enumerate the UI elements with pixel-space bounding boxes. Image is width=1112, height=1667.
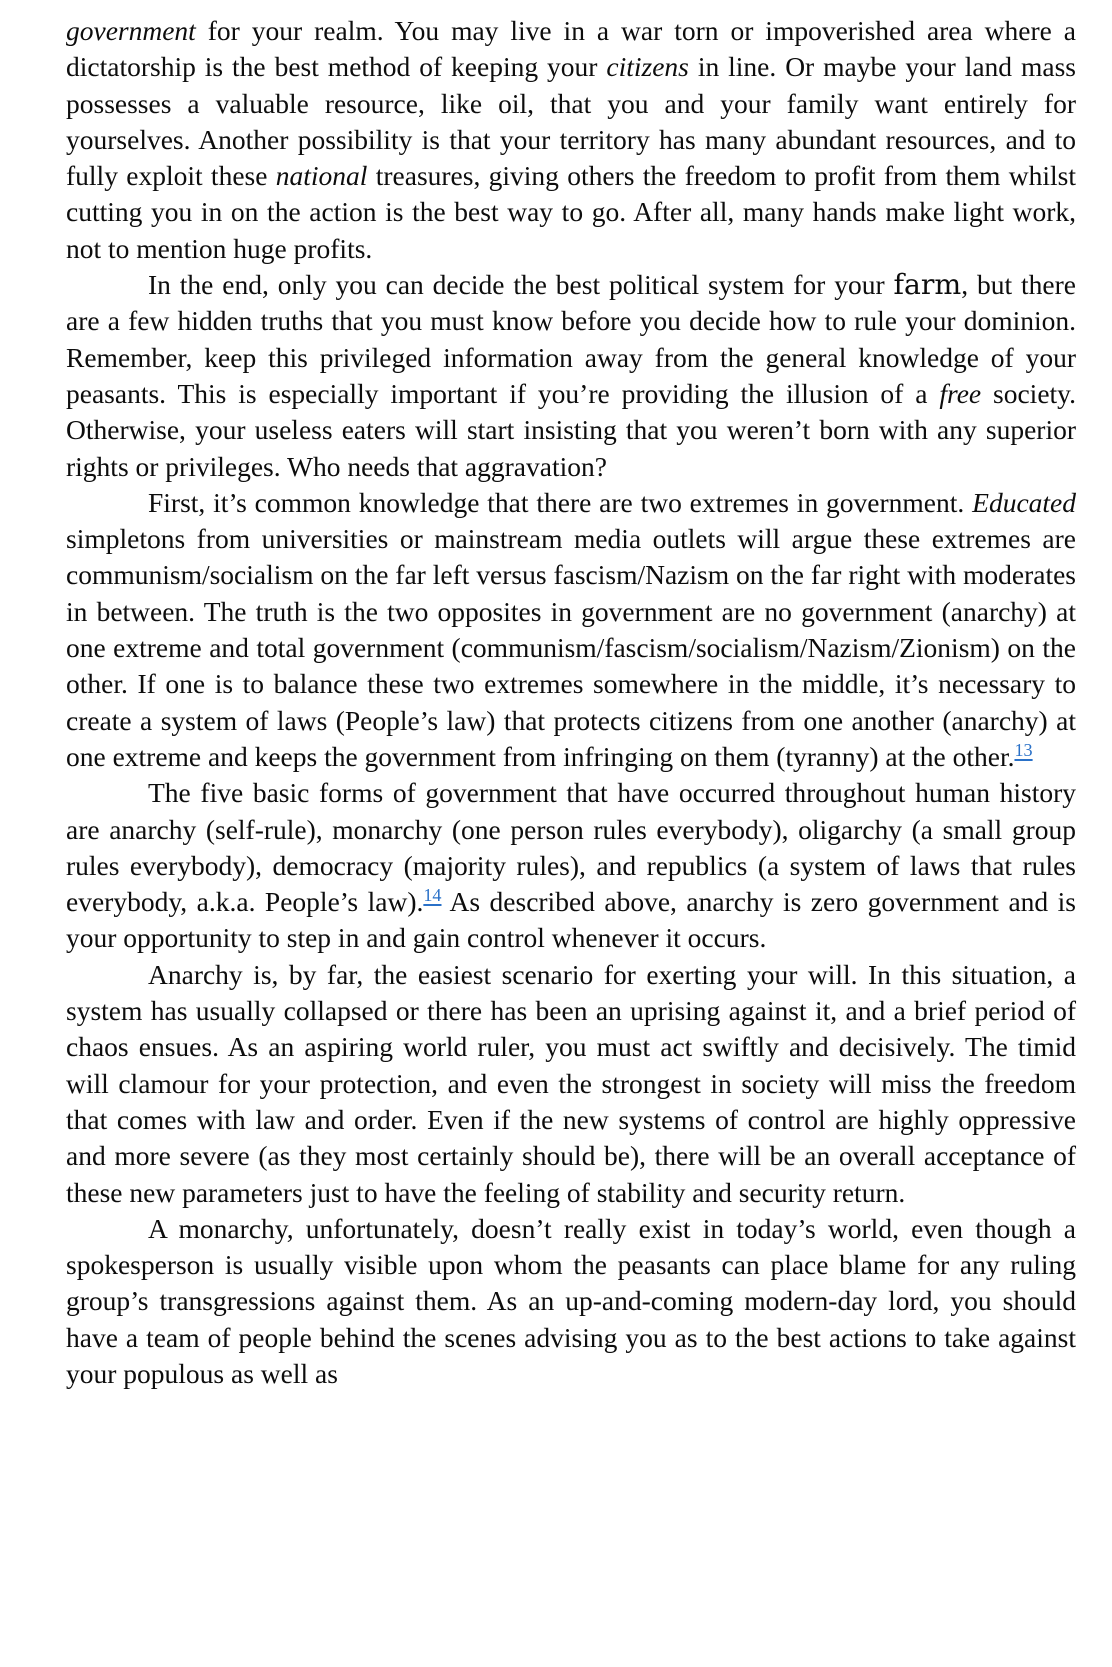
body-text: As described above, anarchy is zero government and is your opportunity to step in and gain control whenever it occurs. (66, 886, 1076, 954)
body-text: simpletons from universities or mainstream media outlets will argue these extremes are communism/socialism on the far left versus fascism/Nazism on the far right with moderates in between. The truth is the two opposites in government are no government (anarchy) at one extreme and total government (communism/fascism/socialism/Nazism/Zionism) on the other. If one is to balance these two extremes somewhere in the middle, it’s necessary to create a system of laws (People’s law) that protects citizens from one another (anarchy) at one extreme and keeps the government from infringing on them (tyranny) at the other. (66, 523, 1076, 772)
body-text: Anarchy is, by far, the easiest scenario for exerting your will. In this situation, a system has usually collapsed or there has been an uprising against it, and a brief period of chaos ensues. As an aspiring world ruler, you must act swiftly and decisively. The timid will clamour for your protection, and even the strongest in society will miss the freedom that comes with law and order. Even if the new systems of control are highly oppressive and more severe (as they most certainly should be), there will be an overall acceptance of these new parameters just to have the feeling of stability and security return. (66, 958, 1076, 1208)
body-text: First, it’s common knowledge that there are two extremes in government. (148, 486, 973, 518)
footnote-link-14[interactable]: 14 (423, 884, 442, 905)
paragraph (66, 1211, 1076, 1392)
footnote-superscript (1014, 740, 1032, 760)
body-text: for your realm. You may live in a war torn or impoverished area where a dictatorship is the best method of keeping your (66, 15, 1076, 83)
paragraph (66, 485, 1076, 775)
footnote-superscript (423, 885, 441, 905)
paragraph (66, 957, 1076, 1211)
body-text: A monarchy, unfortunately, doesn’t really exist in today’s world, even though a spokesperson is usually visible upon whom the peasants can place blame for any ruling group’s transgressions against them. As an up-and-coming modern-day lord, you should have a team of people behind the scenes advising you as to the best actions to take against your populous as well as (66, 1212, 1076, 1389)
paragraph (66, 13, 1076, 267)
italic-text: citizens (606, 51, 689, 83)
body-text: society. Otherwise, your useless eaters will start insisting that you weren’t born with any superior rights or privileges. Who needs that aggravation? (66, 377, 1077, 482)
paragraph (66, 775, 1076, 956)
body-text: , but there are a few hidden truths that you must know before you decide how to rule your dominion. Remember, keep this privileged information away from the general knowledge of your peasants. This is especially important if you’re providing the illusion of a (66, 269, 1076, 409)
body-text: treasures, giving others the freedom to profit from them whilst cutting you in on the action is the best way to go. After all, many hands make light work, not to mention huge profits. (66, 160, 1076, 264)
body-text: In the end, only you can decide the best political system for your (148, 269, 894, 301)
text-column (66, 13, 1076, 1392)
paragraph (66, 267, 1076, 485)
italic-text: national (275, 160, 368, 192)
italic-text: Educated (972, 486, 1076, 518)
italic-text: government (66, 15, 196, 46)
body-text: The five basic forms of government that have occurred throughout human history are anarchy (self-rule), monarchy (one person rules everybody), oligarchy (a small group rules everybody), democracy (majority rules), and republics (a system of laws that rules everybody, a.k.a. People’s law). (66, 777, 1076, 918)
alt-font-word: farm (893, 268, 962, 302)
footnote-link-13[interactable]: 13 (1014, 739, 1033, 760)
italic-text: free (939, 377, 982, 409)
body-text: in line. Or maybe your land mass possesses a valuable resource, like oil, that you and your family want entirely for yourselves. Another possibility is that your territory has many abundant resources, and to fully exploit these (66, 51, 1076, 192)
